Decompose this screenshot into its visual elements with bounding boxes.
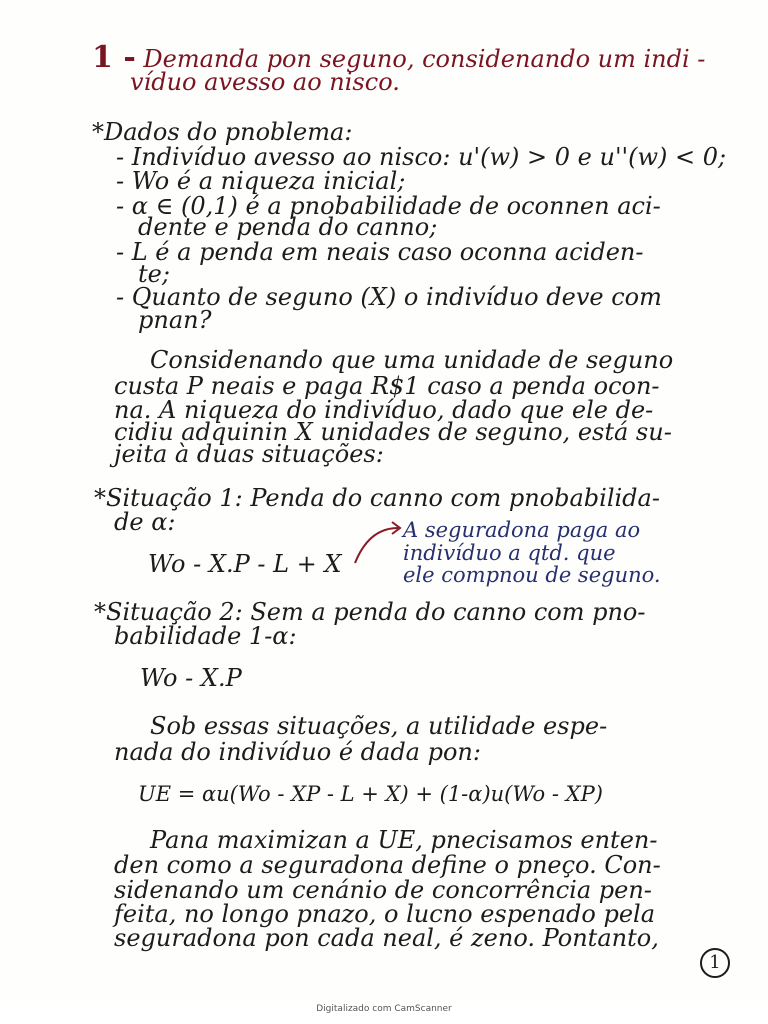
- scanner-watermark: Digitalizado com CamScanner: [316, 1004, 452, 1014]
- annotation-note: A seguradona paga ao: [403, 518, 641, 542]
- dados-item: - α ∈ (0,1) é a pnobabilidade de oconnen aci-: [116, 192, 661, 220]
- annotation-arrow: [350, 518, 410, 568]
- paragraph-line: na. A niqueza do indivíduo, dado que ele de-: [114, 396, 654, 424]
- dados-item: - L é a penda em neais caso oconna aciden-: [116, 238, 644, 266]
- dados-item: - Indivíduo avesso ao nisco: u'(w) > 0 e u''(w) < 0;: [116, 143, 727, 171]
- paragraph-line: seguradona pon cada neal, é zeno. Pontanto,: [114, 924, 659, 952]
- paragraph-line: Sob essas situações, a utilidade espe-: [150, 712, 608, 740]
- section-number: 1 -: [92, 40, 136, 75]
- annotation-note: indivíduo a qtd. que: [403, 541, 616, 565]
- dados-item: pnan?: [138, 306, 212, 334]
- situation-2-header-cont: babilidade 1-α:: [114, 622, 297, 650]
- paragraph-line: den como a seguradona define o pneço. Con-: [114, 851, 661, 879]
- title-line-1: Demanda pon seguno, considenando um indi -: [143, 45, 706, 73]
- paragraph-line: Considenando que uma unidade de seguno: [150, 346, 674, 374]
- situation-1-header: *Situação 1: Penda do canno com pnobabilida-: [94, 484, 660, 512]
- situation-2-header: *Situação 2: Sem a penda do canno com pno-: [94, 598, 646, 626]
- paragraph-line: nada do indivíduo é dada pon:: [114, 738, 481, 766]
- situation-1-header-cont: de α:: [114, 508, 176, 536]
- paragraph-line: cidiu adquinin X unidades de seguno, está su-: [114, 418, 672, 446]
- paragraph-line: custa P neais e paga R$1 caso a penda ocon-: [114, 372, 660, 400]
- dados-item: - Wo é a niqueza inicial;: [116, 167, 406, 195]
- dados-item: dente e penda do canno;: [138, 213, 438, 241]
- dados-header: *Dados do pnoblema:: [92, 118, 353, 146]
- title-line-2: víduo avesso ao nisco.: [130, 68, 400, 96]
- paragraph-line: Pana maximizan a UE, pnecisamos enten-: [150, 826, 658, 854]
- annotation-note: ele compnou de seguno.: [403, 563, 661, 587]
- situation-2-formula: Wo - X.P: [140, 664, 242, 692]
- paragraph-line: sidenando um cenánio de concorrência pen-: [114, 876, 652, 904]
- page-number: 1: [700, 948, 730, 978]
- paragraph-line: jeita à duas situações:: [114, 440, 384, 468]
- dados-item: te;: [138, 260, 170, 288]
- situation-1-formula: Wo - X.P - L + X: [148, 550, 342, 578]
- dados-item: - Quanto de seguno (X) o indivíduo deve com: [116, 283, 662, 311]
- paragraph-line: feita, no longo pnazo, o lucno espenado pela: [114, 900, 656, 928]
- expected-utility-formula: UE = αu(Wo - XP - L + X) + (1-α)u(Wo - XP): [138, 782, 603, 806]
